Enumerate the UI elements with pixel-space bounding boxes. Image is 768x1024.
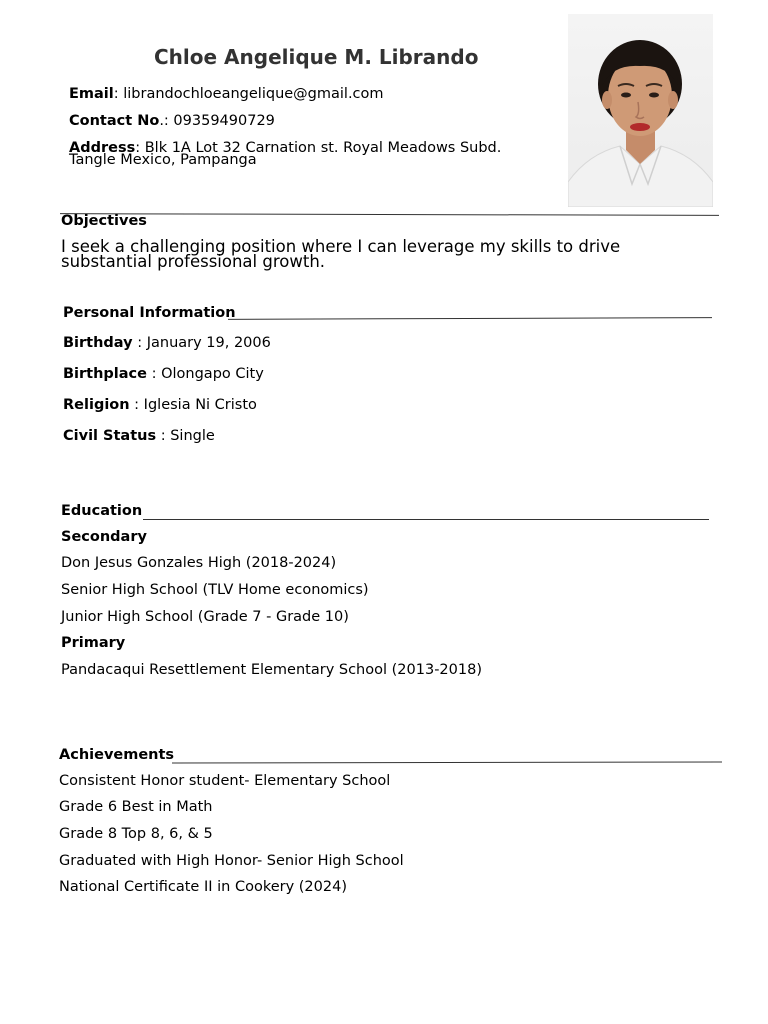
religion-line (63, 397, 257, 413)
email-label: Email (69, 86, 114, 102)
achievement-item: Grade 8 Top 8, 6, & 5 (59, 826, 213, 842)
personal-info-rule (228, 317, 712, 320)
education-item: Don Jesus Gonzales High (2018-2024) (61, 555, 337, 571)
objectives-heading: Objectives (61, 213, 147, 229)
personal-info-heading: Personal Information (63, 305, 236, 321)
achievement-item: Grade 6 Best in Math (59, 799, 213, 815)
resume-name: Chloe Angelique M. Librando (154, 45, 479, 69)
education-rule (143, 519, 709, 520)
achievement-item: Graduated with High Honor- Senior High School (59, 853, 404, 869)
birthday-value: : January 19, 2006 (132, 335, 271, 351)
profile-photo (568, 14, 713, 207)
birthplace-label: Birthplace (63, 366, 147, 382)
birthplace-value: : Olongapo City (147, 366, 264, 382)
achievements-rule (172, 762, 722, 764)
secondary-label: Secondary (61, 529, 147, 545)
birthday-label: Birthday (63, 335, 133, 351)
civil-status-value: : Single (156, 428, 215, 444)
contact-label: Contact No (69, 113, 160, 129)
religion-value: : Iglesia Ni Cristo (129, 397, 257, 413)
achievement-item: National Certificate II in Cookery (2024) (59, 879, 347, 895)
religion-label: Religion (63, 397, 130, 413)
education-item: Pandacaqui Resettlement Elementary School (2013-2018) (61, 662, 482, 678)
education-heading: Education (61, 503, 143, 519)
education-item: Junior High School (Grade 7 - Grade 10) (61, 609, 349, 625)
birthplace-line (63, 366, 264, 382)
contact-value: .: 09359490729 (159, 113, 275, 129)
address-value: : Blk 1A Lot 32 Carnation st. Royal Meadows Subd. (135, 140, 502, 156)
civil-status-label: Civil Status (63, 428, 157, 444)
achievement-item: Consistent Honor student- Elementary School (59, 773, 391, 789)
address-line-2: Tangle Mexico, Pampanga (69, 152, 257, 168)
email-line (69, 86, 384, 102)
contact-line (69, 113, 275, 129)
education-item: Senior High School (TLV Home economics) (61, 582, 369, 598)
objectives-rule (60, 213, 719, 216)
primary-label: Primary (61, 635, 126, 651)
objectives-text: I seek a challenging position where I can leverage my skills to drive substantial professional growth. (61, 237, 621, 271)
email-value: : librandochloeangelique@gmail.com (113, 86, 384, 102)
civil-status-line (63, 428, 215, 444)
portrait-image (568, 14, 713, 207)
birthday-line (63, 335, 271, 351)
achievements-heading: Achievements (59, 747, 175, 763)
address-label: Address (69, 140, 136, 156)
